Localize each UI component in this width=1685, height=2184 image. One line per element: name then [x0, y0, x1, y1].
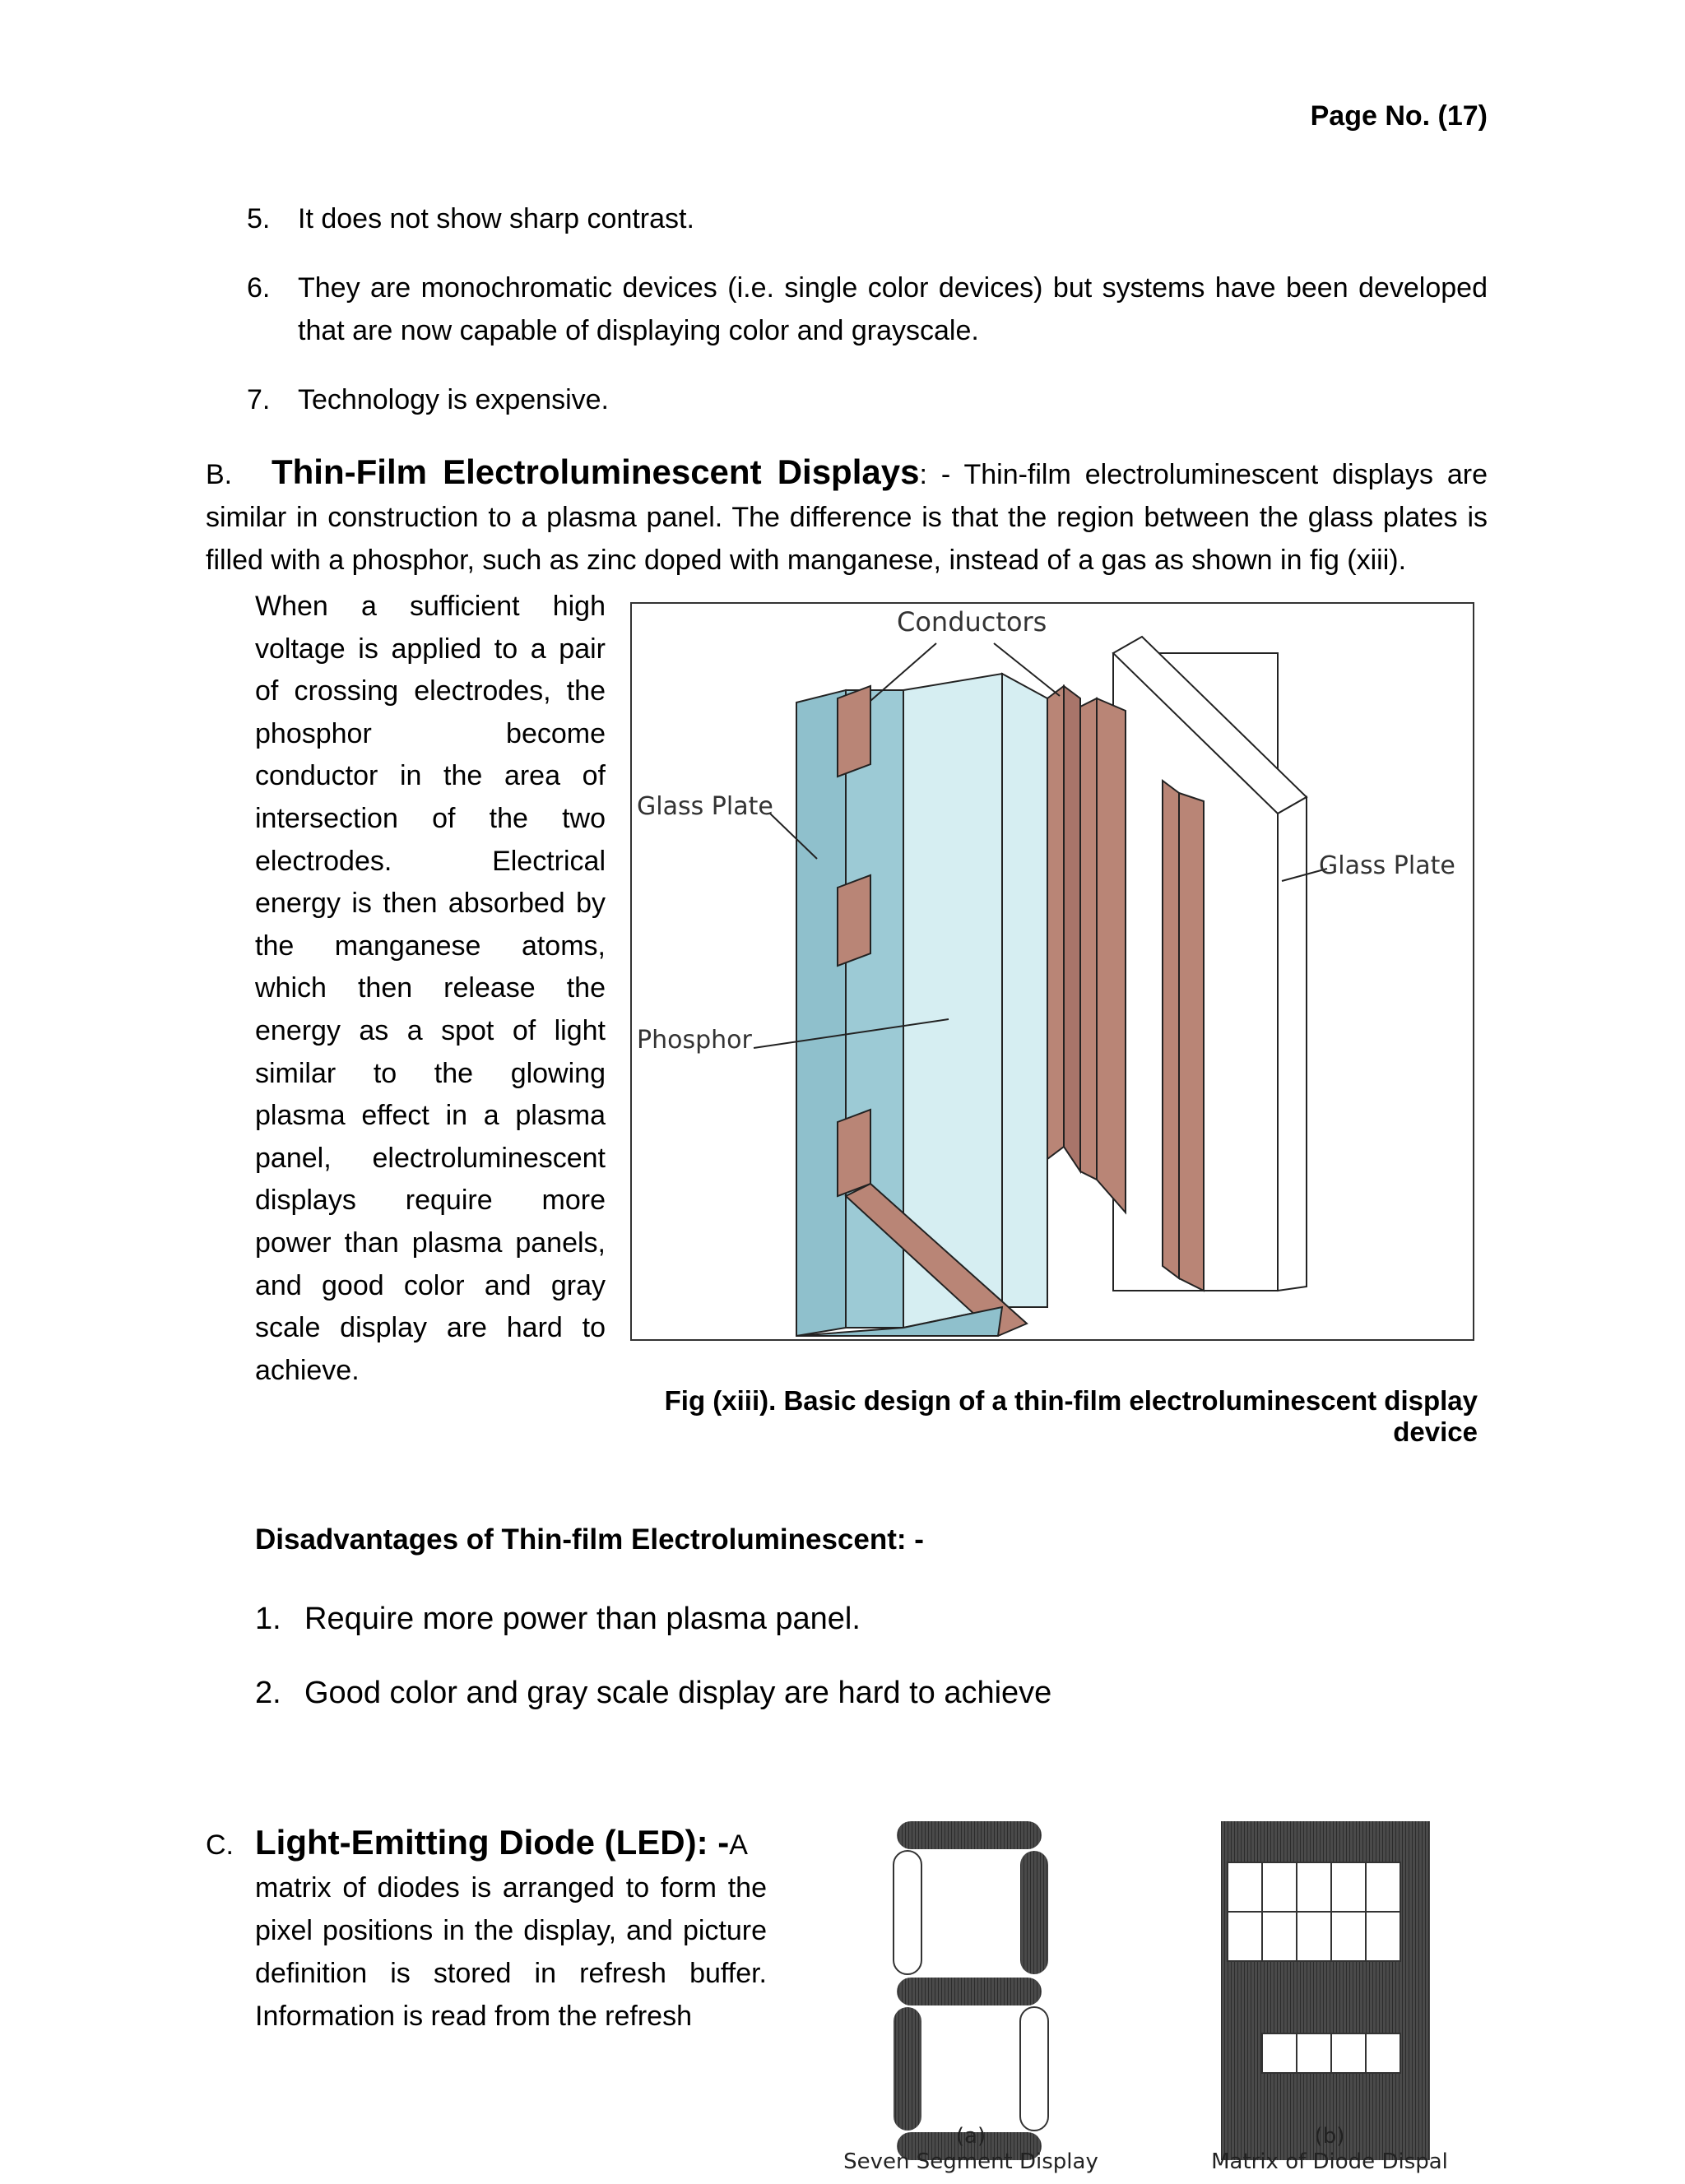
segment-e — [894, 2007, 921, 2131]
disadvantages-title: Disadvantages of Thin-film Electroluminescent: - — [255, 1523, 924, 1556]
section-b-heading — [206, 451, 1488, 582]
list-item-number: 1. — [255, 1602, 281, 1636]
figure-led — [790, 1810, 1448, 2180]
list-item-text: Good color and gray scale display are hard to achieve — [304, 1676, 1052, 1710]
section-c-intro: matrix of diodes is arranged to form the pixel positions in the display, and picture definition is stored in refresh buffer. Information is read from the refresh — [255, 1872, 767, 2032]
conductor-left-1 — [838, 686, 870, 777]
list-item-number: 6. — [247, 272, 271, 304]
conductor-right-4 — [1163, 781, 1179, 1278]
figure-led-diagram — [790, 1810, 1448, 2180]
glass-plate-left — [796, 690, 846, 1336]
section-c-title: Light-Emitting Diode (LED): - — [255, 1823, 730, 1862]
section-b-intro: Thin-film electroluminescent displays are similar in construction to a plasma panel. The difference is that the region between the glass plates is filled with a phosphor, such as zinc doped with manganese, instead of a gas as shown in fig (xiii). — [206, 459, 1488, 576]
glass-plate-right-side — [1278, 797, 1307, 1291]
phosphor-layer-side — [1002, 674, 1047, 1307]
list-item — [247, 197, 1488, 240]
list-item-text: Require more power than plasma panel. — [304, 1602, 861, 1636]
led-figure-b-caption: Matrix of Diode Dispal — [1211, 2149, 1448, 2174]
section-c-intro-first: A — [729, 1829, 748, 1861]
label-phosphor: Phosphor — [637, 1026, 752, 1055]
conductor-right-3 — [1097, 698, 1126, 1213]
segment-b — [1020, 1851, 1048, 1974]
segment-c — [1020, 2007, 1048, 2131]
label-glass-plate-right: Glass Plate — [1319, 851, 1455, 880]
conductor-right-1 — [1047, 686, 1064, 1159]
segment-f — [894, 1851, 921, 1974]
section-b-letter: B. — [206, 459, 233, 490]
conductor-right-2 — [1080, 698, 1097, 1180]
list-item-text: They are monochromatic devices (i.e. single color devices) but systems have been developed that are now capable of displaying color and grayscale. — [298, 272, 1488, 346]
led-figure-b-tag: (b) — [1314, 2124, 1345, 2149]
list-item — [255, 1670, 1051, 1716]
section-c — [206, 1821, 767, 2038]
list-item — [255, 1596, 1051, 1642]
section-b-title: Thin-Film Electroluminescent Displays — [272, 452, 920, 491]
seven-segment-display — [894, 1821, 1048, 2160]
conductor-left-2 — [838, 875, 870, 966]
list-item-text: Technology is expensive. — [298, 384, 610, 415]
disadvantages-list — [255, 1596, 1051, 1744]
list-item — [247, 378, 1488, 421]
section-b — [206, 451, 1488, 582]
list-item-number: 2. — [255, 1676, 281, 1710]
top-list — [247, 197, 1488, 447]
diode-matrix — [1221, 1821, 1430, 2160]
section-c-heading — [206, 1821, 767, 1866]
page-number: Page No. (17) — [1310, 100, 1488, 132]
figure-xiii-diagram — [632, 604, 1473, 1339]
figure-xiii — [630, 602, 1474, 1341]
led-figure-a-caption: Seven Segment Display — [843, 2149, 1098, 2174]
list-item-number: 7. — [247, 384, 271, 415]
label-conductors: Conductors — [897, 606, 1047, 638]
led-figure-a-tag: (a) — [955, 2124, 986, 2149]
conductor-right-5 — [1179, 793, 1204, 1291]
section-c-letter: C. — [206, 1829, 234, 1861]
list-item — [247, 267, 1488, 352]
conductor-right-1-side — [1064, 686, 1080, 1171]
section-b-separator: : - — [919, 459, 964, 490]
figure-xiii-caption: Fig (xiii). Basic design of a thin-film electroluminescent display device — [664, 1385, 1478, 1447]
conductor-left-3 — [838, 1110, 870, 1196]
segment-g — [897, 1978, 1042, 2005]
segment-a — [897, 1821, 1042, 1849]
list-item-number: 5. — [247, 203, 271, 234]
list-item-text: It does not show sharp contrast. — [298, 203, 694, 234]
label-glass-plate-left: Glass Plate — [637, 792, 773, 821]
section-b-side-text: When a sufficient high voltage is applied to a pair of crossing electrodes, the phosphor become conductor in the area of intersection of the two electrodes. Electrical energy is then absorbed by the manganese atoms, which then release the energy as a spot of light similar to the glowing plasma effect in a plasma panel, electroluminescent displays require more power than plasma panels, and good color and gray scale display are hard to achieve. — [255, 591, 606, 1386]
